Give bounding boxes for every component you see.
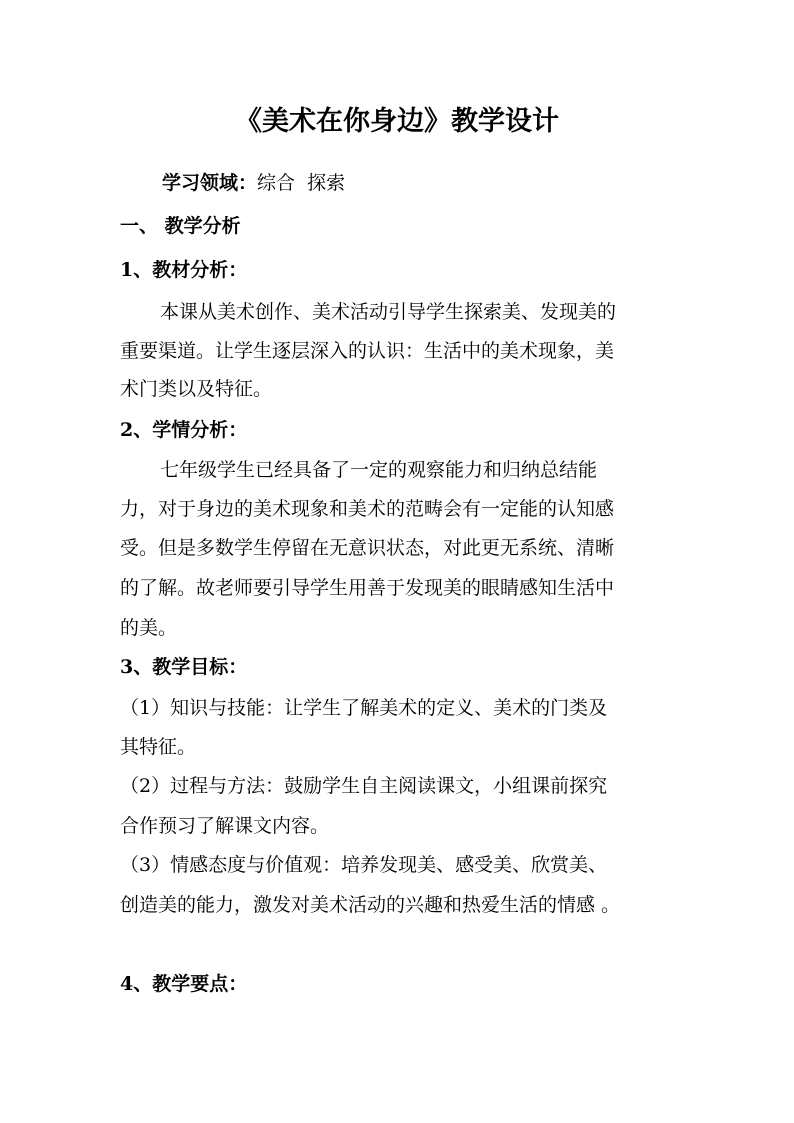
learning-field: [162, 171, 722, 195]
paragraph-line: 重要渠道。让学生逐层深入的认识：生活中的美术现象，美: [120, 340, 615, 362]
section-heading-teaching-analysis: 一、 教学分析: [120, 215, 241, 237]
paragraph-line: 本课从美术创作、美术活动引导学生探索美、发现美的: [160, 301, 617, 323]
learning-field-value: 综合 探索: [257, 172, 346, 194]
heading-student-analysis: 2、学情分析：: [120, 419, 248, 441]
goal-line: （1）知识与技能：让学生了解美术的定义、美术的门类及: [120, 697, 608, 719]
goal-line: （2）过程与方法：鼓励学生自主阅读课文，小组课前探究: [120, 775, 608, 797]
paragraph-line: 的了解。故老师要引导学生用善于发现美的眼睛感知生活中: [120, 577, 615, 599]
paragraph-line: 术门类以及特征。: [120, 378, 273, 400]
goal-line: 创造美的能力，激发对美术活动的兴趣和热爱生活的情感 。: [120, 894, 621, 916]
paragraph-line: 受。但是多数学生停留在无意识状态，对此更无系统、清晰: [120, 537, 615, 559]
goal-line: 合作预习了解课文内容。: [120, 815, 330, 837]
heading-teaching-keypoints: 4、教学要点：: [120, 973, 248, 995]
goal-line: 其特征。: [120, 736, 197, 758]
heading-textbook-analysis: 1、教材分析：: [120, 259, 248, 281]
page-title: 《美术在你身边》教学设计: [235, 106, 559, 137]
heading-teaching-goals: 3、教学目标：: [120, 656, 248, 678]
learning-field-label: 学习领域：: [162, 172, 258, 194]
paragraph-line: 力，对于身边的美术现象和美术的范畴会有一定能的认知感: [120, 498, 615, 520]
paragraph-line: 的美。: [120, 617, 178, 639]
paragraph-line: 七年级学生已经具备了一定的观察能力和归纳总结能: [160, 459, 598, 481]
goal-line: （3）情感态度与价值观：培养发现美、感受美、欣赏美、: [120, 854, 608, 876]
